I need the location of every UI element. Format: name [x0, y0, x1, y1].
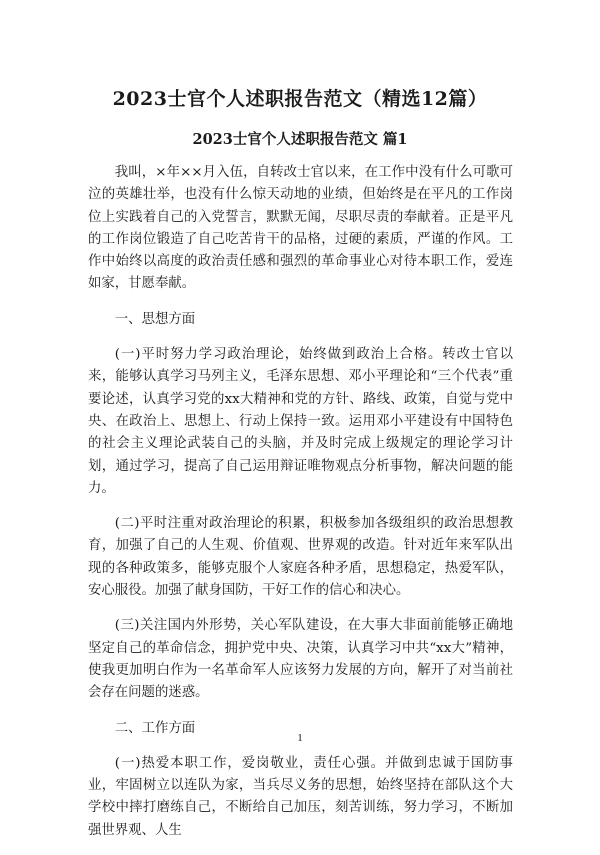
- document-title: 2023士官个人述职报告范文（精选12篇）: [112, 88, 488, 110]
- heading-work: 二、工作方面: [114, 720, 196, 736]
- page-number: 1: [297, 732, 303, 744]
- paragraph-work-1: (一)热爱本职工作，爱岗敬业，责任心强。并做到忠诚于国防事业，牢固树立以连队为家，当兵尽义务的思想，始终坚持在部队这个大学校中摔打磨练自己，不断给自己加压，刻苦训练，努力学习，不断加强世界观、人生: [88, 755, 513, 838]
- paragraph-intro: 我叫，×年××月入伍，自转改士官以来，在工作中没有什么可歌可泣的英雄壮举，也没有什么惊天动地的业绩，但始终是在平凡的工作岗位上实践着自己的入党誓言，默默无闻，尽职尽责的奉献着。正是平凡的工作岗位锻造了自己吃苦肯干的品格，过硬的素质，严谨的作风。工作中始终以高度的政治责任感和强烈的革命事业心对待本职工作，爱连如家，甘愿奉献。: [88, 165, 513, 292]
- paragraph-thought-1: (一)平时努力学习政治理论，始终做到政治上合格。转改士官以来，能够认真学习马列主义，毛泽东思想、邓小平理论和“三个代表”重要论述，认真学习党的xx大精神和党的方针、路线、政策，自觉与党中央、在政治上、思想上、行动上保持一致。运用邓小平建设有中国特色的社会主义理论武装自己的头脑，并及时完成上级规定的理论学习计划，通过学习，提高了自己运用辩证唯物观点分析事物，解决问题的能力。: [88, 347, 513, 496]
- paragraph-thought-3: (三)关注国内外形势，关心军队建设，在大事大非面前能够正确地坚定自己的革命信念，拥护党中央、决策，认真学习中共“xx大”精神，使我更加明白作为一名革命军人应该努力发展的方向，解开了对当前社会存在问题的迷惑。: [88, 618, 513, 701]
- section-title: 2023士官个人述职报告范文 篇1: [192, 131, 408, 148]
- paragraph-thought-2: (二)平时注重对政治理论的积累，积极参加各级组织的政治思想教育，加强了自己的人生观、价值观、世界观的改造。针对近年来军队出现的各种政策多，能够克服个人家庭各种矛盾，思想稳定，热爱军队，安心服役。加强了献身国防，干好工作的信心和决心。: [88, 516, 513, 599]
- document-body: [88, 162, 513, 855]
- heading-thought: 一、思想方面: [114, 311, 196, 327]
